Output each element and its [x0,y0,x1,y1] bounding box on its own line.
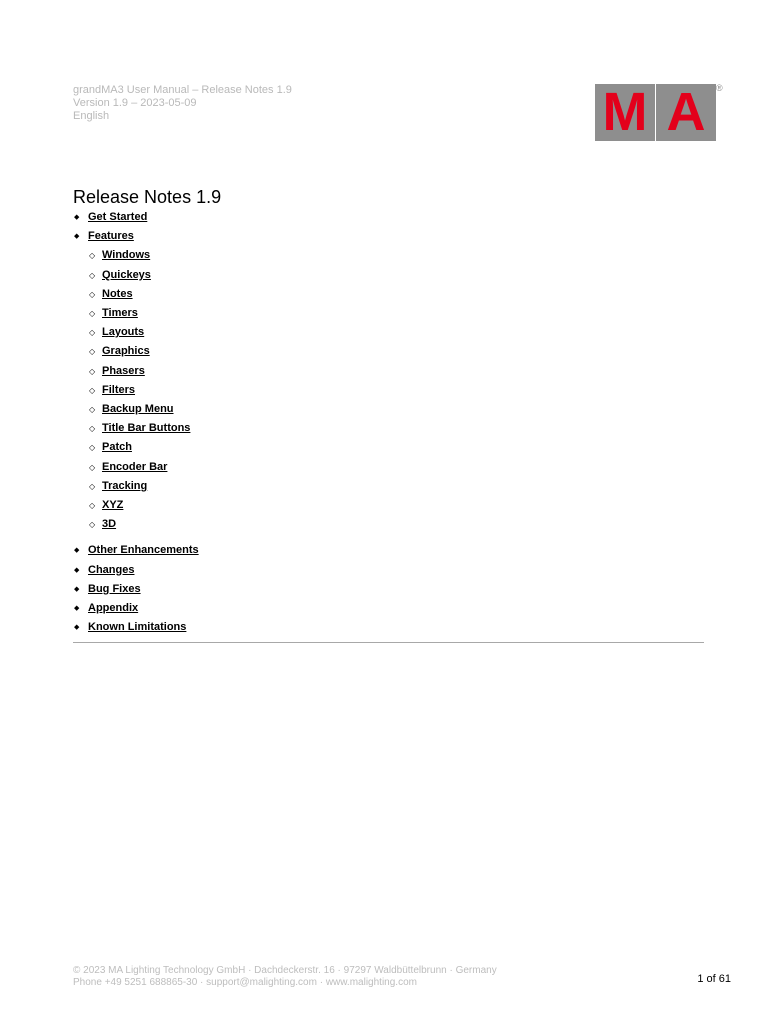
toc-subitem [88,342,704,361]
toc-link[interactable]: Features [88,230,134,243]
toc-sublink[interactable]: Phasers [102,364,145,377]
hollow-diamond-bullet-icon: ◇ [89,443,96,453]
toc-link[interactable]: Bug Fixes [88,582,141,595]
toc-item [73,599,704,618]
logo-letter-m: M [595,84,655,141]
toc-sublink[interactable]: Filters [102,383,136,396]
document-header [73,84,292,123]
toc-subitem [88,304,704,323]
hollow-diamond-bullet-icon: ◇ [89,270,96,280]
toc-item [73,208,704,227]
toc-link[interactable]: Known Limitations [88,621,187,634]
diamond-bullet-icon: ◆ [74,547,80,555]
toc-subitem [88,438,704,457]
toc-sublist [88,246,704,534]
toc-sublink[interactable]: Notes [102,287,133,300]
logo-letter-a: A [656,84,716,141]
toc-subitem [88,496,704,515]
section-divider [73,642,704,643]
toc-subitem [88,515,704,534]
toc-sublink[interactable]: Windows [102,249,151,262]
hollow-diamond-bullet-icon: ◇ [89,347,96,357]
hollow-diamond-bullet-icon: ◇ [89,520,96,530]
toc-subitem [88,362,704,381]
toc-sublink[interactable]: Timers [102,307,138,320]
diamond-bullet-icon: ◆ [74,566,80,574]
toc-subitem [88,266,704,285]
hollow-diamond-bullet-icon: ◇ [89,328,96,338]
toc-sublink[interactable]: XYZ [102,499,124,512]
toc-subitem [88,246,704,265]
ma-lighting-logo [595,84,716,141]
toc-subitem [88,477,704,496]
footer-contact: Phone +49 5251 688865-30 · support@malighting.com · www.malighting.com [73,976,417,988]
toc-sublink[interactable]: Tracking [102,479,148,492]
hollow-diamond-bullet-icon: ◇ [89,251,96,261]
toc-item [73,227,704,534]
toc-link[interactable]: Other Enhancements [88,544,199,557]
header-version: Version 1.9 – 2023-05-09 [73,97,197,109]
diamond-bullet-icon: ◆ [74,214,80,221]
registered-mark: ® [716,83,723,93]
table-of-contents [73,208,704,637]
toc-sublink[interactable]: Title Bar Buttons [102,422,191,435]
toc-sublink[interactable]: Layouts [102,326,145,339]
toc-list [73,208,704,637]
hollow-diamond-bullet-icon: ◇ [89,424,96,434]
toc-sublink[interactable]: Encoder Bar [102,460,168,473]
toc-subitem [88,323,704,342]
toc-item [73,541,704,560]
header-manual-title: grandMA3 User Manual – Release Notes 1.9 [73,84,292,96]
toc-item [73,561,704,580]
toc-sublink[interactable]: Patch [102,441,132,454]
diamond-bullet-icon: ◆ [74,605,80,613]
hollow-diamond-bullet-icon: ◇ [89,309,96,319]
toc-link[interactable]: Changes [88,563,135,576]
hollow-diamond-bullet-icon: ◇ [89,481,96,491]
header-language: English [73,110,110,122]
hollow-diamond-bullet-icon: ◇ [89,405,96,415]
footer-company-address: © 2023 MA Lighting Technology GmbH · Dachdeckerstr. 16 · 97297 Waldbüttelbrunn · Germany [73,965,497,976]
toc-subitem [88,381,704,400]
diamond-bullet-icon: ◆ [74,585,80,593]
toc-item [73,580,704,599]
toc-sublink[interactable]: Graphics [102,345,150,358]
toc-sublink[interactable]: Backup Menu [102,403,174,416]
toc-link[interactable]: Appendix [88,602,139,615]
hollow-diamond-bullet-icon: ◇ [89,462,96,472]
diamond-bullet-icon: ◆ [74,233,80,241]
page-number: 1 of 61 [697,973,731,985]
toc-item [73,618,704,637]
toc-link[interactable]: Get Started [88,211,148,223]
diamond-bullet-icon: ◆ [74,624,80,632]
toc-sublink[interactable]: 3D [102,518,117,531]
toc-subitem [88,285,704,304]
hollow-diamond-bullet-icon: ◇ [89,385,96,395]
page-title: Release Notes 1.9 [73,187,222,207]
toc-sublink[interactable]: Quickeys [102,268,151,281]
document-footer [73,965,497,988]
toc-subitem [88,400,704,419]
toc-subitem [88,458,704,477]
toc-subitem [88,419,704,438]
hollow-diamond-bullet-icon: ◇ [89,366,96,376]
hollow-diamond-bullet-icon: ◇ [89,501,96,511]
hollow-diamond-bullet-icon: ◇ [89,289,96,299]
